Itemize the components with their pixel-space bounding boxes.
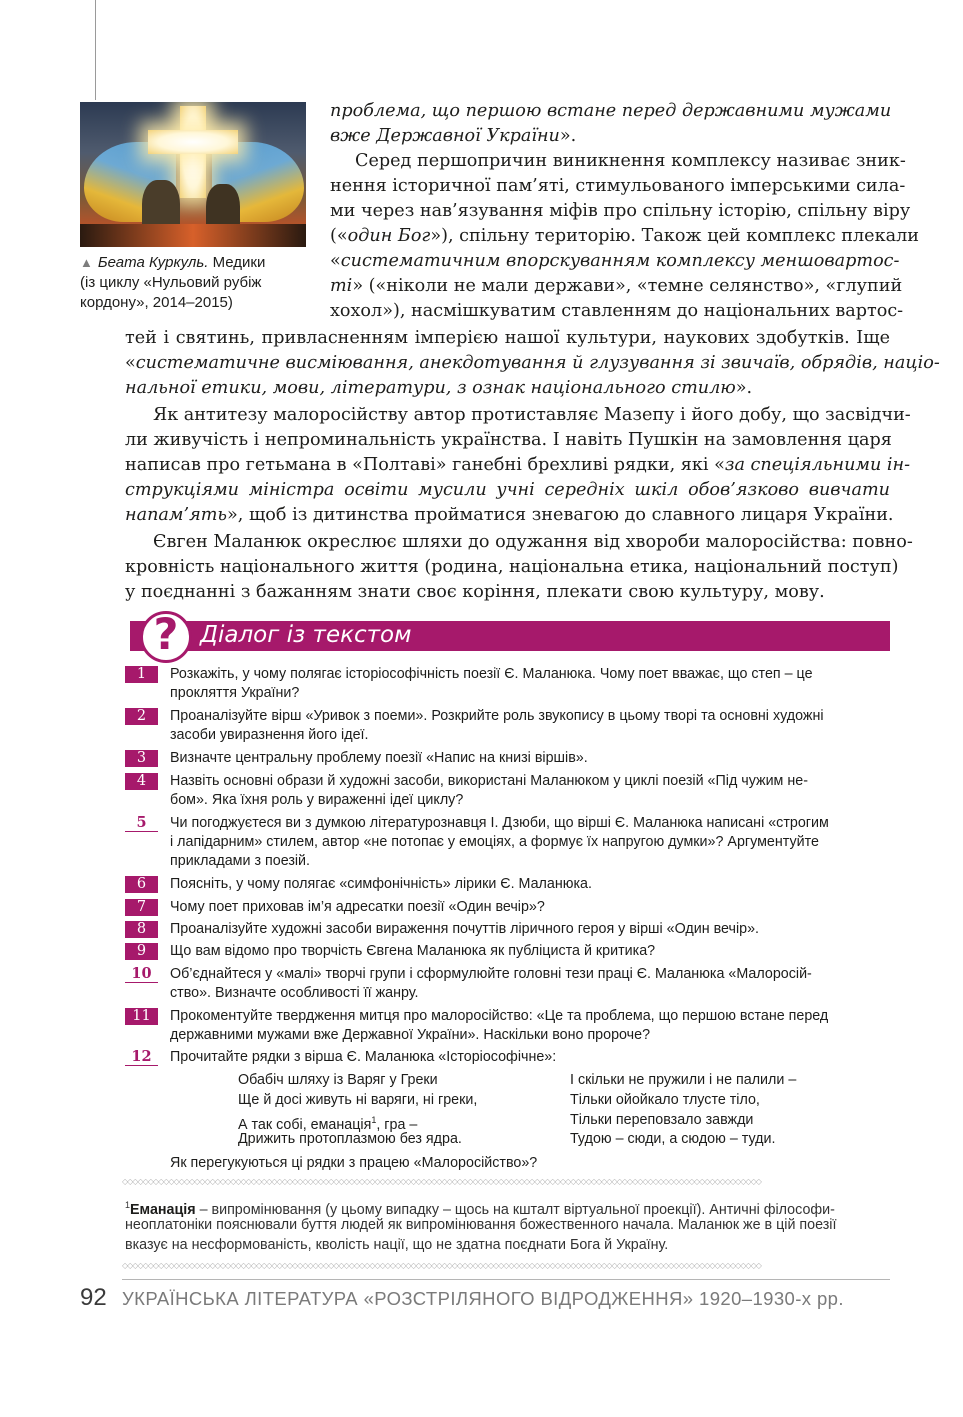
body-line: нення історичної пам’яті, стимульованого імперськими сила- [330, 176, 906, 196]
question-line: і лапідарним» стилем, автор «не потопає у емоціях, а формує їх напругою думки»? Аргументуйте [170, 834, 819, 850]
question-number: 4 [125, 773, 158, 790]
question-number: 8 [125, 921, 158, 938]
question-mark-icon: ? [153, 610, 179, 660]
body-line: кровність національного життя (родина, національна етика, національний поступ) [125, 557, 899, 577]
body-line: («один Бог»), спільну територію. Також цей комплекс плекали [330, 226, 919, 246]
poem-line: І скільки не пружили і не палили – [570, 1072, 797, 1088]
poem-line: Дрижить протоплазмою без ядра. [238, 1131, 462, 1147]
question-line: державними мужами вже Державної України». Наскільки воно пророче? [170, 1027, 651, 1043]
ornamental-separator: ◇◇◇◇◇◇◇◇◇◇◇◇◇◇◇◇◇◇◇◇◇◇◇◇◇◇◇◇◇◇◇◇◇◇◇◇◇◇◇◇◇◇◇◇◇◇◇◇◇◇◇◇◇◇◇◇◇◇◇◇◇◇◇◇◇◇◇◇◇◇◇◇◇◇◇◇◇◇◇◇◇◇◇◇◇◇◇◇◇◇◇◇◇◇◇◇◇◇◇◇◇◇◇◇◇◇◇◇◇◇◇◇◇◇◇◇◇◇◇◇◇◇◇◇ [122, 1178, 761, 1185]
question-line: засоби увиразнення його ідеї. [170, 727, 369, 743]
question-line: Об’єднайтеся у «малі» творчі групи і сформулюйте головні тези праці Є. Маланюка «Малоросій- [170, 966, 812, 982]
body-line: ли живучість і непроминальність українства. І навіть Пушкін на замовлення царя [125, 430, 892, 450]
body-line: ми через нав’язування міфів про спільну історію, спільну віру [330, 201, 911, 221]
illustration-caption [80, 253, 310, 313]
glowing-cross-horizontal [148, 130, 238, 154]
poem-line: Тільки переповзало завжди [570, 1112, 754, 1128]
body-line: хохол»), насмішкуватим ставленням до національних вартос- [330, 301, 904, 321]
caption-title: Медики [212, 254, 266, 271]
ornamental-separator: ◇◇◇◇◇◇◇◇◇◇◇◇◇◇◇◇◇◇◇◇◇◇◇◇◇◇◇◇◇◇◇◇◇◇◇◇◇◇◇◇◇◇◇◇◇◇◇◇◇◇◇◇◇◇◇◇◇◇◇◇◇◇◇◇◇◇◇◇◇◇◇◇◇◇◇◇◇◇◇◇◇◇◇◇◇◇◇◇◇◇◇◇◇◇◇◇◇◇◇◇◇◇◇◇◇◇◇◇◇◇◇◇◇◇◇◇◇◇◇◇◇◇◇◇ [122, 1262, 761, 1269]
illustration-medics [80, 102, 306, 247]
question-line: прикладами з поезій. [170, 853, 311, 869]
poem-line: Тудою – сюди, а сюдою – туди. [570, 1131, 776, 1147]
question-line: Проаналізуйте художні засоби вираження почуттів ліричного героя у вірші «Один вечір». [170, 921, 759, 937]
page-number: 92 [80, 1284, 107, 1311]
question-line: Поясніть, у чому полягає «симфонічність» лірики Є. Маланюка. [170, 876, 592, 892]
body-line: Євген Маланюк окреслює шляхи до одужання від хвороби малоросійства: повно- [153, 532, 913, 552]
question-line: Розкажіть, у чому полягає історіософічність поезії Є. Маланюка. Чому поет вважає, що степ – це [170, 666, 813, 682]
section-title: Діалог із текстом [200, 622, 412, 648]
question-line: Що вам відомо про творчість Євгена Маланюка як публіциста й критика? [170, 943, 656, 959]
poem-line: Обабіч шляху із Варяг у Греки [238, 1072, 438, 1088]
footnote-line: неоплатоніки пояснювали буття людей як випромінювання божественного начала. Маланюк же в цій поезії [125, 1217, 837, 1233]
question-number: 7 [125, 899, 158, 916]
question-number: 3 [125, 750, 158, 767]
burning-ground [80, 224, 306, 247]
body-line: Серед першопричин виникнення комплексу називає зник- [355, 151, 906, 171]
question-line: Чому поет приховав ім’я адресатки поезії «Один вечір»? [170, 899, 545, 915]
body-line: напам’ять», щоб із дитинства пройматися зневагою до славного лицаря України. [125, 505, 894, 525]
body-line: у поєднанні з бажанням знати своє коріння, плекати свою культуру, мову. [125, 582, 825, 602]
poem-line: Тільки ойойкало тлусте тіло, [570, 1092, 760, 1108]
question-line: Прокоментуйте твердження митця про малоросійство: «Це та проблема, що першою встане перед [170, 1008, 829, 1024]
question-line: прокляття України? [170, 685, 300, 701]
question-line: ство». Визначте особливості її жанру. [170, 985, 419, 1001]
body-line: «систематичним впорскуванням комплексу меншовартос- [330, 251, 900, 271]
body-line: вже Державної України». [330, 126, 577, 146]
body-line: проблема, що першою встане перед державними мужами [330, 101, 892, 121]
body-line: ті» («ніколи не мали держави», «темне селянство», «глупий [330, 276, 903, 296]
question-number: 6 [125, 876, 158, 893]
body-line: «систематичне висміювання, анекдотування й глузування зі звичаїв, обрядів, націо- [125, 353, 940, 373]
body-line: написав про гетьмана в «Полтаві» ганебні брехливі рядки, які «за спеціяльними ін- [125, 455, 911, 475]
body-line: Як антитезу малоросійству автор протиставляє Мазепу і його добу, що засвідчи- [153, 405, 911, 425]
body-line: струкціями міністра освіти мусили учні середніх шкіл обов’язково вивчати [125, 480, 890, 500]
footnote-term: Еманація [130, 1201, 196, 1218]
footnote-marker: 1 [371, 1115, 377, 1125]
question-line: Проаналізуйте вірш «Уривок з поеми». Розкрийте роль звукопису в цьому творі та основні художні [170, 708, 824, 724]
question-number: 1 [125, 666, 158, 683]
caption-line: (із циклу «Нульовий рубіж [80, 274, 262, 291]
caption-line: кордону», 2014–2015) [80, 294, 233, 311]
footer-rule [122, 1279, 890, 1280]
question-line: Визначте центральну проблему поезії «Напис на книзі віршів». [170, 750, 588, 766]
question-number: 5 [125, 815, 158, 832]
margin-rule [95, 0, 96, 100]
footnote-line: вказує на несформованість, кволість нації, що не здатна поєднати Бога й Україну. [125, 1237, 669, 1253]
triangle-icon: ▲ [80, 255, 93, 270]
question-number: 2 [125, 708, 158, 725]
running-title: УКРАЇНСЬКА ЛІТЕРАТУРА «РОЗСТРІЛЯНОГО ВІДРОДЖЕННЯ» 1920–1930-х рр. [122, 1288, 844, 1309]
question-line: бом». Яка їхня роль у вираженні ідеї циклу? [170, 792, 464, 808]
body-line: нальної етики, мови, літератури, з ознак національного стилю». [125, 378, 753, 398]
footnote-line: $^1$Еманація – випромінювання (у цьому випадку – щось на кшталт віртуальної проекції). Античні філософи- [125, 1200, 835, 1218]
poem-line: А так собі, еманація$^1$, гра – [238, 1115, 418, 1133]
question-number: 12 [125, 1049, 158, 1066]
question-line: Прочитайте рядки з вірша Є. Маланюка «Історіософічне»: [170, 1049, 557, 1065]
caption-author: Беата Куркуль. [97, 254, 209, 271]
question-number: 10 [125, 966, 158, 983]
question-number: 11 [125, 1008, 158, 1025]
question-line: Чи погоджуєтеся ви з думкою літературознавця І. Дзюби, що вірші Є. Маланюка написані «строгим [170, 815, 829, 831]
question-line: Як перегукуються ці рядки з працею «Малоросійство»? [170, 1155, 538, 1171]
question-line: Назвіть основні образи й художні засоби, використані Маланюком у циклі поезій «Під чужим не- [170, 773, 808, 789]
body-line: тей і святинь, привласненням імперією нашої культури, наукових здобутків. Іще [125, 328, 890, 348]
poem-line: Ще й досі живуть ні варяги, ні греки, [238, 1092, 478, 1108]
question-number: 9 [125, 943, 158, 960]
